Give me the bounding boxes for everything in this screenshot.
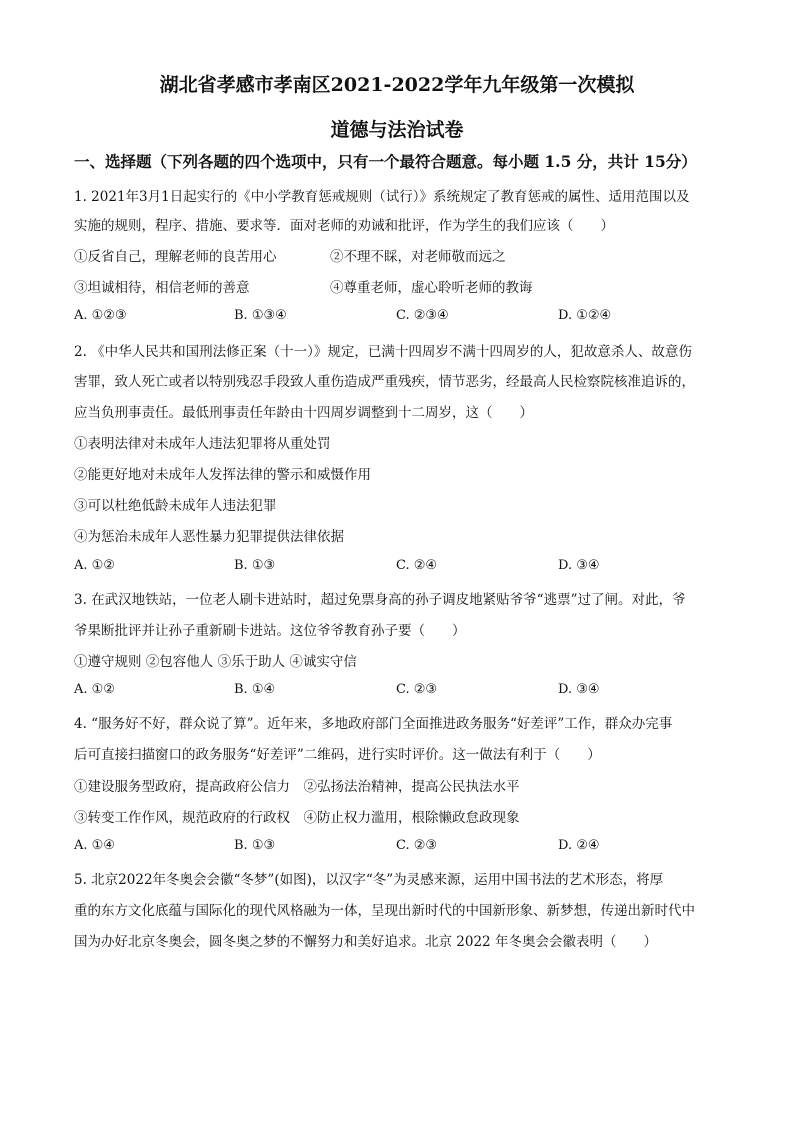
question-1-item-1: ①反省自己，理解老师的良苦用心 xyxy=(74,249,277,265)
question-2-line-3: 应当负刑事责任。最低刑事责任年龄由十四周岁调整到十二周岁，这（ ） xyxy=(74,405,533,421)
question-3-option-c: C. ②③ xyxy=(396,682,438,697)
question-3-option-d: D. ③④ xyxy=(558,682,600,697)
question-4-items-row-1: ①建设服务型政府，提高政府公信力 ②弘扬法治精神，提高公民执法水平 xyxy=(74,779,520,795)
question-4-options xyxy=(74,838,734,856)
question-2-line-1: 2. 《中华人民共和国刑法修正案（十一）》规定，已满十四周岁不满十四周岁的人，犯故意杀人、故意伤 xyxy=(74,344,692,360)
question-1-options xyxy=(74,308,734,326)
question-3-option-a: A. ①② xyxy=(74,682,115,697)
question-5-line-1: 5. 北京2022年冬奥会会徽“冬梦”(如图)，以汉字“冬”为灵感来源，运用中国书法的艺术形态，将厚 xyxy=(74,872,664,888)
question-1-item-4: ④尊重老师，虚心聆听老师的教诲 xyxy=(330,280,533,296)
question-1-item-2: ②不理不睬，对老师敬而远之 xyxy=(330,249,506,265)
question-4-option-a: A. ①④ xyxy=(74,838,115,853)
question-1-option-b: B. ①③④ xyxy=(234,308,287,323)
question-3-items: ①遵守规则 ②包容他人 ③乐于助人 ④诚实守信 xyxy=(74,654,357,670)
question-1-item-3: ③坦诚相待，相信老师的善意 xyxy=(74,280,250,296)
question-2-item-3: ③可以杜绝低龄未成年人违法犯罪 xyxy=(74,498,277,514)
question-1-option-d: D. ①②④ xyxy=(558,308,612,323)
question-2-item-1: ①表明法律对未成年人违法犯罪将从重处罚 xyxy=(74,436,331,452)
question-1-option-a: A. ①②③ xyxy=(74,308,127,323)
exam-subtitle: 道德与法治试卷 xyxy=(330,119,464,141)
question-4-line-2: 后可直接扫描窗口的政务服务“好差评”二维码，进行实时评价。这一做法有利于（ ） xyxy=(74,747,601,763)
question-1-line-1: 1. 2021年3月1日起实行的《中小学教育惩戒规则（试行）》系统规定了教育惩戒的属性、适用范围以及 xyxy=(74,189,690,205)
question-2-item-2: ②能更好地对未成年人发挥法律的警示和威慑作用 xyxy=(74,467,371,483)
question-2-option-c: C. ②④ xyxy=(396,558,438,573)
question-1-line-2: 实施的规则，程序、措施、要求等．面对老师的劝诫和批评，作为学生的我们应该（ ） xyxy=(74,218,614,234)
question-1-option-c: C. ②③④ xyxy=(396,308,449,323)
question-1-items-row-2 xyxy=(74,276,734,294)
question-4-line-1: 4. “服务好不好，群众说了算”。近年来，多地政府部门全面推进政务服务“好差评”工作，群众办完事 xyxy=(74,716,673,732)
question-2-item-4: ④为惩治未成年人恶性暴力犯罪提供法律依据 xyxy=(74,529,344,545)
question-2-option-d: D. ③④ xyxy=(558,558,600,573)
question-3-option-b: B. ①④ xyxy=(234,682,276,697)
question-5-line-2: 重的东方文化底蕴与国际化的现代风格融为一体，呈现出新时代的中国新形象、新梦想，传递出新时代中 xyxy=(74,903,695,919)
section-heading: 一、选择题（下列各题的四个选项中，只有一个最符合题意。每小题 1.5 分，共计 15分） xyxy=(74,152,697,171)
question-2-option-b: B. ①③ xyxy=(234,558,276,573)
question-2-line-2: 害罪，致人死亡或者以特别残忍手段致人重伤造成严重残疾，情节恶劣，经最高人民检察院核准追诉的， xyxy=(74,374,695,390)
question-4-option-c: C. ②③ xyxy=(396,838,438,853)
question-4-items-row-2: ③转变工作作风，规范政府的行政权 ④防止权力滥用，根除懒政怠政现象 xyxy=(74,810,520,826)
question-3-line-2: 爷果断批评并让孙子重新刷卡进站。这位爷爷教育孙子要（ ） xyxy=(74,623,466,639)
question-1-items-row-1 xyxy=(74,245,734,263)
question-3-line-1: 3. 在武汉地铁站，一位老人刷卡进站时，超过免票身高的孙子调皮地紧贴爷爷“逃票”过了闸。对此，爷 xyxy=(74,592,686,608)
exam-title: 湖北省孝感市孝南区2021-2022学年九年级第一次模拟 xyxy=(159,74,635,96)
question-4-option-b: B. ①③ xyxy=(234,838,276,853)
question-4-option-d: D. ②④ xyxy=(558,838,600,853)
question-2-options xyxy=(74,558,734,576)
question-3-options xyxy=(74,682,734,700)
question-5-line-3: 国为办好北京冬奥会，圆冬奥之梦的不懈努力和美好追求。北京 2022 年冬奥会会徽表明（ ） xyxy=(74,934,657,950)
question-2-option-a: A. ①② xyxy=(74,558,115,573)
